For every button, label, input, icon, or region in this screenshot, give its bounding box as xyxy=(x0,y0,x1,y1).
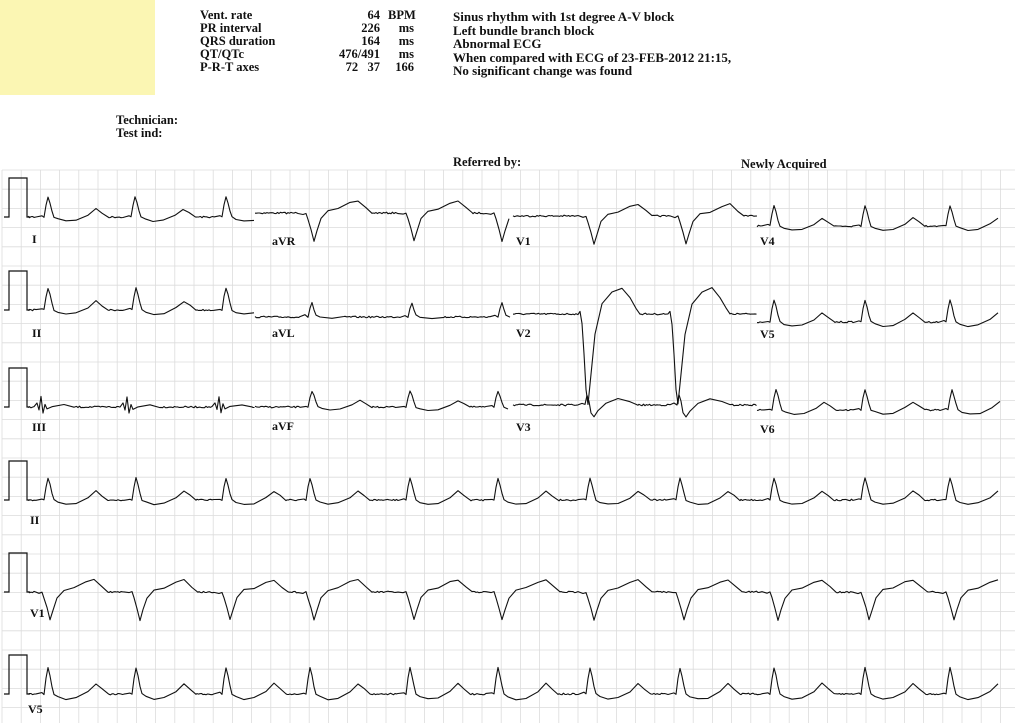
interpretation-line: No significant change was found xyxy=(453,63,633,78)
lead-label-II: II xyxy=(32,326,42,340)
measurement-unit: ms xyxy=(398,34,414,48)
lead-label-V6: V6 xyxy=(760,422,775,436)
calibration-pulse xyxy=(4,368,30,407)
lead-label-I: I xyxy=(32,232,37,246)
measurement-label: P-R-T axes xyxy=(200,60,260,74)
trace-I xyxy=(28,197,254,222)
interpretation-line: When compared with ECG of 23-FEB-2012 21:15, xyxy=(453,49,732,65)
trace-rhythm-II xyxy=(28,478,998,505)
lead-label-aVL: aVL xyxy=(272,326,295,340)
trace-V3 xyxy=(513,395,757,417)
lead-label-V4: V4 xyxy=(760,234,775,248)
trace-rhythm-V1 xyxy=(28,579,998,620)
calibration-pulse xyxy=(4,178,30,217)
measurement-value: 164 xyxy=(361,34,380,48)
referred-by-label: Referred by: xyxy=(453,155,522,169)
rhythm-label-V5: V5 xyxy=(28,702,43,716)
rhythm-label-II: II xyxy=(30,513,40,527)
grid-lines xyxy=(2,170,1015,723)
lead-label-aVR: aVR xyxy=(272,234,296,248)
measurement-value: 64 xyxy=(367,8,380,22)
measurement-label: Vent. rate xyxy=(200,8,253,22)
trace-III xyxy=(28,396,255,413)
interpretation-line: Abnormal ECG xyxy=(453,36,542,51)
lead-label-V1: V1 xyxy=(516,234,531,248)
trace-V2 xyxy=(513,288,757,405)
technician-label: Technician: xyxy=(116,113,179,127)
ecg-grid xyxy=(2,170,1015,723)
measurement-unit: ms xyxy=(398,21,414,35)
measurement-value: 72 37 xyxy=(345,60,380,74)
measurement-unit: 166 xyxy=(395,60,414,74)
measurement-label: QRS duration xyxy=(200,34,276,48)
measurement-unit: ms xyxy=(398,47,414,61)
test-ind-label: Test ind: xyxy=(116,126,163,140)
measurement-value: 476/491 xyxy=(339,47,380,61)
trace-II xyxy=(28,288,254,315)
lead-label-III: III xyxy=(32,420,47,434)
calibration-pulse xyxy=(4,461,30,500)
interpretation-line: Left bundle branch block xyxy=(453,22,595,38)
measurement-label: QT/QTc xyxy=(200,47,244,61)
lead-label-V2: V2 xyxy=(516,326,531,340)
measurement-value: 226 xyxy=(361,21,380,35)
status-label: Newly Acquired xyxy=(741,157,827,171)
lead-label-V5: V5 xyxy=(760,327,775,341)
trace-V6 xyxy=(757,390,1000,415)
interpretation-line: Sinus rhythm with 1st degree A-V block xyxy=(453,9,675,24)
calibration-pulse xyxy=(4,553,30,592)
trace-rhythm-V5 xyxy=(28,667,998,699)
lead-label-V3: V3 xyxy=(516,420,531,434)
measurement-label: PR interval xyxy=(200,21,262,35)
trace-aVL xyxy=(255,303,510,319)
rhythm-label-V1: V1 xyxy=(30,606,45,620)
trace-V1 xyxy=(513,204,757,245)
measurement-unit: BPM xyxy=(388,8,416,22)
lead-label-aVF: aVF xyxy=(272,419,294,433)
